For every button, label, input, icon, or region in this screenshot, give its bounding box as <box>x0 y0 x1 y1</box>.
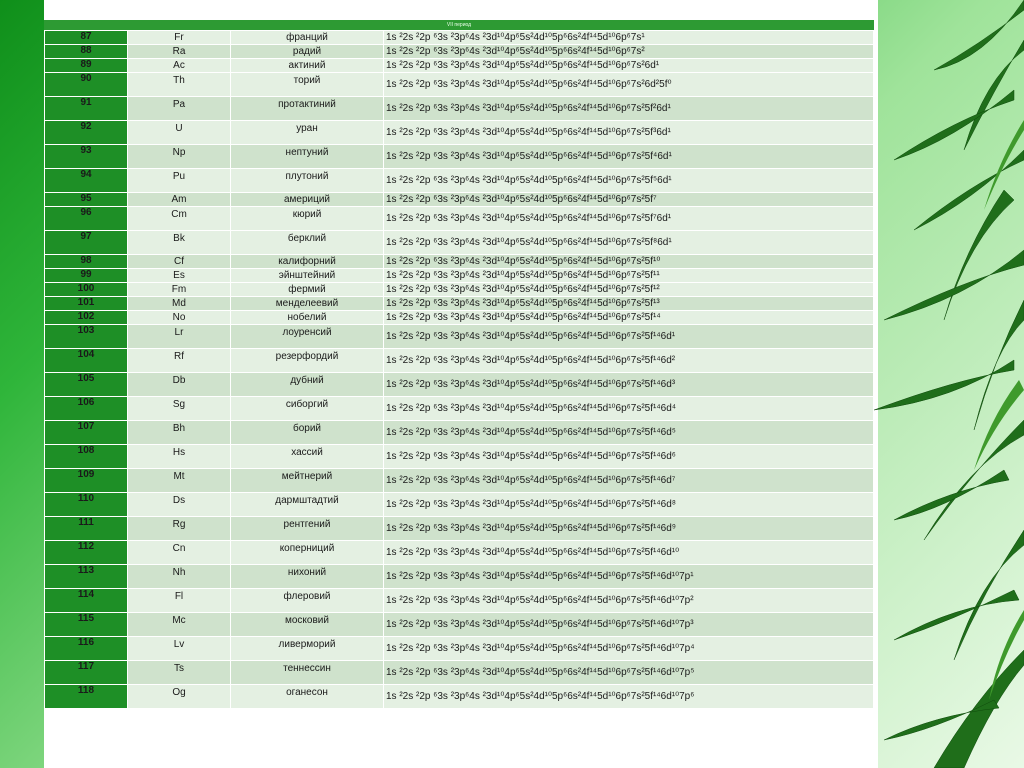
element-number: 100 <box>45 283 128 297</box>
electron-configuration: 1s ²2s ²2p ⁶3s ²3p⁶4s ²3d¹⁰4p⁶5s²4d¹⁰5p⁶6s²4f¹⁴5d¹⁰6p⁶7s²5f¹⁴6d¹⁰7p² <box>384 589 874 613</box>
element-row <box>45 297 874 311</box>
element-symbol: Hs <box>128 445 231 469</box>
electron-configuration: 1s ²2s ²2p ⁶3s ²3p⁶4s ²3d¹⁰4p⁶5s²4d¹⁰5p⁶6s²4f¹⁴5d¹⁰6p⁶7s²5f¹⁴6d¹⁰7p⁴ <box>384 637 874 661</box>
element-number: 114 <box>45 589 128 613</box>
element-row <box>45 31 874 45</box>
electron-configuration: 1s ²2s ²2p ⁶3s ²3p⁶4s ²3d¹⁰4p⁶5s²4d¹⁰5p⁶6s²4f¹⁴5d¹⁰6p⁶7s²6d²5f⁰ <box>384 73 874 97</box>
electron-configuration: 1s ²2s ²2p ⁶3s ²3p⁶4s ²3d¹⁰4p⁶5s²4d¹⁰5p⁶6s²4f¹⁴5d¹⁰6p⁶7s²5f¹⁴ <box>384 311 874 325</box>
element-symbol: Md <box>128 297 231 311</box>
electron-configuration: 1s ²2s ²2p ⁶3s ²3p⁶4s ²3d¹⁰4p⁶5s²4d¹⁰5p⁶6s²4f¹⁴5d¹⁰6p⁶7s²5f⁷6d¹ <box>384 207 874 231</box>
element-number: 98 <box>45 255 128 269</box>
element-symbol: Mt <box>128 469 231 493</box>
element-number: 102 <box>45 311 128 325</box>
element-row <box>45 349 874 373</box>
electron-configuration: 1s ²2s ²2p ⁶3s ²3p⁶4s ²3d¹⁰4p⁶5s²4d¹⁰5p⁶6s²4f¹⁴5d¹⁰6p⁶7s²5f¹⁴6d¹ <box>384 325 874 349</box>
electron-configuration: 1s ²2s ²2p ⁶3s ²3p⁶4s ²3d¹⁰4p⁶5s²4d¹⁰5p⁶6s²4f¹⁴5d¹⁰6p⁶7s²5f⁸6d¹ <box>384 231 874 255</box>
element-name: теннессин <box>231 661 384 685</box>
element-number: 117 <box>45 661 128 685</box>
electron-configuration: 1s ²2s ²2p ⁶3s ²3p⁶4s ²3d¹⁰4p⁶5s²4d¹⁰5p⁶6s²4f¹⁴5d¹⁰6p⁶7s²5f¹⁰ <box>384 255 874 269</box>
element-name: актиний <box>231 59 384 73</box>
element-row <box>45 565 874 589</box>
element-name: фермий <box>231 283 384 297</box>
element-row <box>45 661 874 685</box>
element-symbol: Es <box>128 269 231 283</box>
element-number: 113 <box>45 565 128 589</box>
electron-configuration: 1s ²2s ²2p ⁶3s ²3p⁶4s ²3d¹⁰4p⁶5s²4d¹⁰5p⁶6s²4f¹⁴5d¹⁰6p⁶7s²5f³6d¹ <box>384 121 874 145</box>
element-symbol: Db <box>128 373 231 397</box>
element-row <box>45 397 874 421</box>
element-number: 107 <box>45 421 128 445</box>
element-name: хассий <box>231 445 384 469</box>
element-symbol: Lv <box>128 637 231 661</box>
element-name: мейтнерий <box>231 469 384 493</box>
element-name: дармштадтий <box>231 493 384 517</box>
element-symbol: Pa <box>128 97 231 121</box>
element-name: протактиний <box>231 97 384 121</box>
electron-configuration: 1s ²2s ²2p ⁶3s ²3p⁶4s ²3d¹⁰4p⁶5s²4d¹⁰5p⁶6s²4f¹⁴5d¹⁰6p⁶7s²5f¹⁴6d¹⁰7p⁶ <box>384 685 874 709</box>
element-number: 106 <box>45 397 128 421</box>
element-number: 95 <box>45 193 128 207</box>
element-row <box>45 613 874 637</box>
element-symbol: U <box>128 121 231 145</box>
element-name: америций <box>231 193 384 207</box>
electron-configuration: 1s ²2s ²2p ⁶3s ²3p⁶4s ²3d¹⁰4p⁶5s²4d¹⁰5p⁶6s²4f¹⁴5d¹⁰6p⁶7s²5f¹⁴6d³ <box>384 373 874 397</box>
element-name: берклий <box>231 231 384 255</box>
electron-configuration: 1s ²2s ²2p ⁶3s ²3p⁶4s ²3d¹⁰4p⁶5s²4d¹⁰5p⁶6s²4f¹⁴5d¹⁰6p⁶7s²5f¹⁴6d⁸ <box>384 493 874 517</box>
element-row <box>45 73 874 97</box>
element-name: радий <box>231 45 384 59</box>
element-row <box>45 637 874 661</box>
element-number: 110 <box>45 493 128 517</box>
element-number: 89 <box>45 59 128 73</box>
element-number: 105 <box>45 373 128 397</box>
element-number: 104 <box>45 349 128 373</box>
element-name: резерфордий <box>231 349 384 373</box>
element-number: 93 <box>45 145 128 169</box>
element-number: 109 <box>45 469 128 493</box>
element-row <box>45 517 874 541</box>
element-name: нептуний <box>231 145 384 169</box>
element-name: дубний <box>231 373 384 397</box>
element-row <box>45 685 874 709</box>
element-row <box>45 45 874 59</box>
element-row <box>45 193 874 207</box>
element-number: 101 <box>45 297 128 311</box>
electron-configuration: 1s ²2s ²2p ⁶3s ²3p⁶4s ²3d¹⁰4p⁶5s²4d¹⁰5p⁶6s²4f¹⁴5d¹⁰6p⁶7s²5f¹⁴6d⁴ <box>384 397 874 421</box>
element-symbol: Sg <box>128 397 231 421</box>
element-number: 90 <box>45 73 128 97</box>
element-symbol: Th <box>128 73 231 97</box>
element-symbol: Mc <box>128 613 231 637</box>
electron-configuration: 1s ²2s ²2p ⁶3s ²3p⁶4s ²3d¹⁰4p⁶5s²4d¹⁰5p⁶6s²4f¹⁴5d¹⁰6p⁶7s²5f⁷ <box>384 193 874 207</box>
element-row <box>45 231 874 255</box>
element-row <box>45 169 874 193</box>
element-name: сиборгий <box>231 397 384 421</box>
element-name: лоуренсий <box>231 325 384 349</box>
element-name: нобелий <box>231 311 384 325</box>
element-symbol: Np <box>128 145 231 169</box>
element-symbol: No <box>128 311 231 325</box>
electron-configuration: 1s ²2s ²2p ⁶3s ²3p⁶4s ²3d¹⁰4p⁶5s²4d¹⁰5p⁶6s²4f¹⁴5d¹⁰6p⁶7s²5f¹³ <box>384 297 874 311</box>
element-symbol: Fr <box>128 31 231 45</box>
element-name: торий <box>231 73 384 97</box>
element-number: 92 <box>45 121 128 145</box>
element-row <box>45 207 874 231</box>
element-row <box>45 255 874 269</box>
element-row <box>45 269 874 283</box>
element-number: 94 <box>45 169 128 193</box>
electron-configuration: 1s ²2s ²2p ⁶3s ²3p⁶4s ²3d¹⁰4p⁶5s²4d¹⁰5p⁶6s²4f¹⁴5d¹⁰6p⁶7s²5f¹⁴6d¹⁰7p⁵ <box>384 661 874 685</box>
element-symbol: Ds <box>128 493 231 517</box>
element-number: 103 <box>45 325 128 349</box>
electron-configuration: 1s ²2s ²2p ⁶3s ²3p⁶4s ²3d¹⁰4p⁶5s²4d¹⁰5p⁶6s²4f¹⁴5d¹⁰6p⁶7s²5f⁴6d¹ <box>384 145 874 169</box>
electron-configuration: 1s ²2s ²2p ⁶3s ²3p⁶4s ²3d¹⁰4p⁶5s²4d¹⁰5p⁶6s²4f¹⁴5d¹⁰6p⁶7s²6d¹ <box>384 59 874 73</box>
element-symbol: Ts <box>128 661 231 685</box>
elements-table <box>44 30 874 709</box>
element-name: менделеевий <box>231 297 384 311</box>
element-row <box>45 541 874 565</box>
electron-configuration: 1s ²2s ²2p ⁶3s ²3p⁶4s ²3d¹⁰4p⁶5s²4d¹⁰5p⁶6s²4f¹⁴5d¹⁰6p⁶7s²5f¹⁴6d¹⁰7p³ <box>384 613 874 637</box>
element-number: 99 <box>45 269 128 283</box>
element-symbol: Rf <box>128 349 231 373</box>
electron-configuration: 1s ²2s ²2p ⁶3s ²3p⁶4s ²3d¹⁰4p⁶5s²4d¹⁰5p⁶6s²4f¹⁴5d¹⁰6p⁶7s²5f¹⁴6d² <box>384 349 874 373</box>
element-number: 111 <box>45 517 128 541</box>
element-symbol: Ac <box>128 59 231 73</box>
period-header: VII период <box>44 20 874 30</box>
electron-configuration: 1s ²2s ²2p ⁶3s ²3p⁶4s ²3d¹⁰4p⁶5s²4d¹⁰5p⁶6s²4f¹⁴5d¹⁰6p⁶7s²5f⁵6d¹ <box>384 169 874 193</box>
element-symbol: Cn <box>128 541 231 565</box>
element-number: 118 <box>45 685 128 709</box>
element-symbol: Bh <box>128 421 231 445</box>
electron-configuration: 1s ²2s ²2p ⁶3s ²3p⁶4s ²3d¹⁰4p⁶5s²4d¹⁰5p⁶6s²4f¹⁴5d¹⁰6p⁶7s²5f¹² <box>384 283 874 297</box>
element-row <box>45 97 874 121</box>
element-symbol: Lr <box>128 325 231 349</box>
electron-configuration: 1s ²2s ²2p ⁶3s ²3p⁶4s ²3d¹⁰4p⁶5s²4d¹⁰5p⁶6s²4f¹⁴5d¹⁰6p⁶7s²5f¹⁴6d⁹ <box>384 517 874 541</box>
element-row <box>45 145 874 169</box>
element-symbol: Cf <box>128 255 231 269</box>
element-name: оганесон <box>231 685 384 709</box>
element-row <box>45 121 874 145</box>
element-number: 116 <box>45 637 128 661</box>
element-row <box>45 421 874 445</box>
electron-configuration: 1s ²2s ²2p ⁶3s ²3p⁶4s ²3d¹⁰4p⁶5s²4d¹⁰5p⁶6s²4f¹⁴5d¹⁰6p⁶7s²5f¹⁴6d⁵ <box>384 421 874 445</box>
element-row <box>45 445 874 469</box>
element-row <box>45 325 874 349</box>
element-name: калифорний <box>231 255 384 269</box>
element-symbol: Ra <box>128 45 231 59</box>
element-row <box>45 283 874 297</box>
element-symbol: Fm <box>128 283 231 297</box>
element-name: коперниций <box>231 541 384 565</box>
element-symbol: Pu <box>128 169 231 193</box>
electron-configuration: 1s ²2s ²2p ⁶3s ²3p⁶4s ²3d¹⁰4p⁶5s²4d¹⁰5p⁶6s²4f¹⁴5d¹⁰6p⁶7s¹ <box>384 31 874 45</box>
element-symbol: Am <box>128 193 231 207</box>
electron-configuration: 1s ²2s ²2p ⁶3s ²3p⁶4s ²3d¹⁰4p⁶5s²4d¹⁰5p⁶6s²4f¹⁴5d¹⁰6p⁶7s²5f¹¹ <box>384 269 874 283</box>
element-row <box>45 589 874 613</box>
element-name: ливерморий <box>231 637 384 661</box>
element-name: флеровий <box>231 589 384 613</box>
element-number: 88 <box>45 45 128 59</box>
element-name: борий <box>231 421 384 445</box>
element-number: 97 <box>45 231 128 255</box>
element-row <box>45 469 874 493</box>
element-symbol: Bk <box>128 231 231 255</box>
element-row <box>45 373 874 397</box>
element-number: 96 <box>45 207 128 231</box>
electron-configuration: 1s ²2s ²2p ⁶3s ²3p⁶4s ²3d¹⁰4p⁶5s²4d¹⁰5p⁶6s²4f¹⁴5d¹⁰6p⁶7s²5f¹⁴6d¹⁰ <box>384 541 874 565</box>
element-symbol: Rg <box>128 517 231 541</box>
element-symbol: Fl <box>128 589 231 613</box>
element-name: уран <box>231 121 384 145</box>
electron-configuration: 1s ²2s ²2p ⁶3s ²3p⁶4s ²3d¹⁰4p⁶5s²4d¹⁰5p⁶6s²4f¹⁴5d¹⁰6p⁶7s²5f²6d¹ <box>384 97 874 121</box>
element-name: плутоний <box>231 169 384 193</box>
electron-configuration: 1s ²2s ²2p ⁶3s ²3p⁶4s ²3d¹⁰4p⁶5s²4d¹⁰5p⁶6s²4f¹⁴5d¹⁰6p⁶7s² <box>384 45 874 59</box>
electron-configuration: 1s ²2s ²2p ⁶3s ²3p⁶4s ²3d¹⁰4p⁶5s²4d¹⁰5p⁶6s²4f¹⁴5d¹⁰6p⁶7s²5f¹⁴6d⁶ <box>384 445 874 469</box>
bamboo-leaves-image <box>874 0 1024 768</box>
element-name: франций <box>231 31 384 45</box>
element-number: 108 <box>45 445 128 469</box>
element-name: кюрий <box>231 207 384 231</box>
element-symbol: Og <box>128 685 231 709</box>
element-name: московий <box>231 613 384 637</box>
element-row <box>45 311 874 325</box>
element-symbol: Cm <box>128 207 231 231</box>
element-name: рентгений <box>231 517 384 541</box>
element-symbol: Nh <box>128 565 231 589</box>
element-number: 87 <box>45 31 128 45</box>
element-number: 115 <box>45 613 128 637</box>
element-number: 112 <box>45 541 128 565</box>
element-number: 91 <box>45 97 128 121</box>
element-name: нихоний <box>231 565 384 589</box>
element-row <box>45 59 874 73</box>
element-name: эйнштейний <box>231 269 384 283</box>
electron-configuration: 1s ²2s ²2p ⁶3s ²3p⁶4s ²3d¹⁰4p⁶5s²4d¹⁰5p⁶6s²4f¹⁴5d¹⁰6p⁶7s²5f¹⁴6d¹⁰7p¹ <box>384 565 874 589</box>
element-row <box>45 493 874 517</box>
electron-configuration: 1s ²2s ²2p ⁶3s ²3p⁶4s ²3d¹⁰4p⁶5s²4d¹⁰5p⁶6s²4f¹⁴5d¹⁰6p⁶7s²5f¹⁴6d⁷ <box>384 469 874 493</box>
